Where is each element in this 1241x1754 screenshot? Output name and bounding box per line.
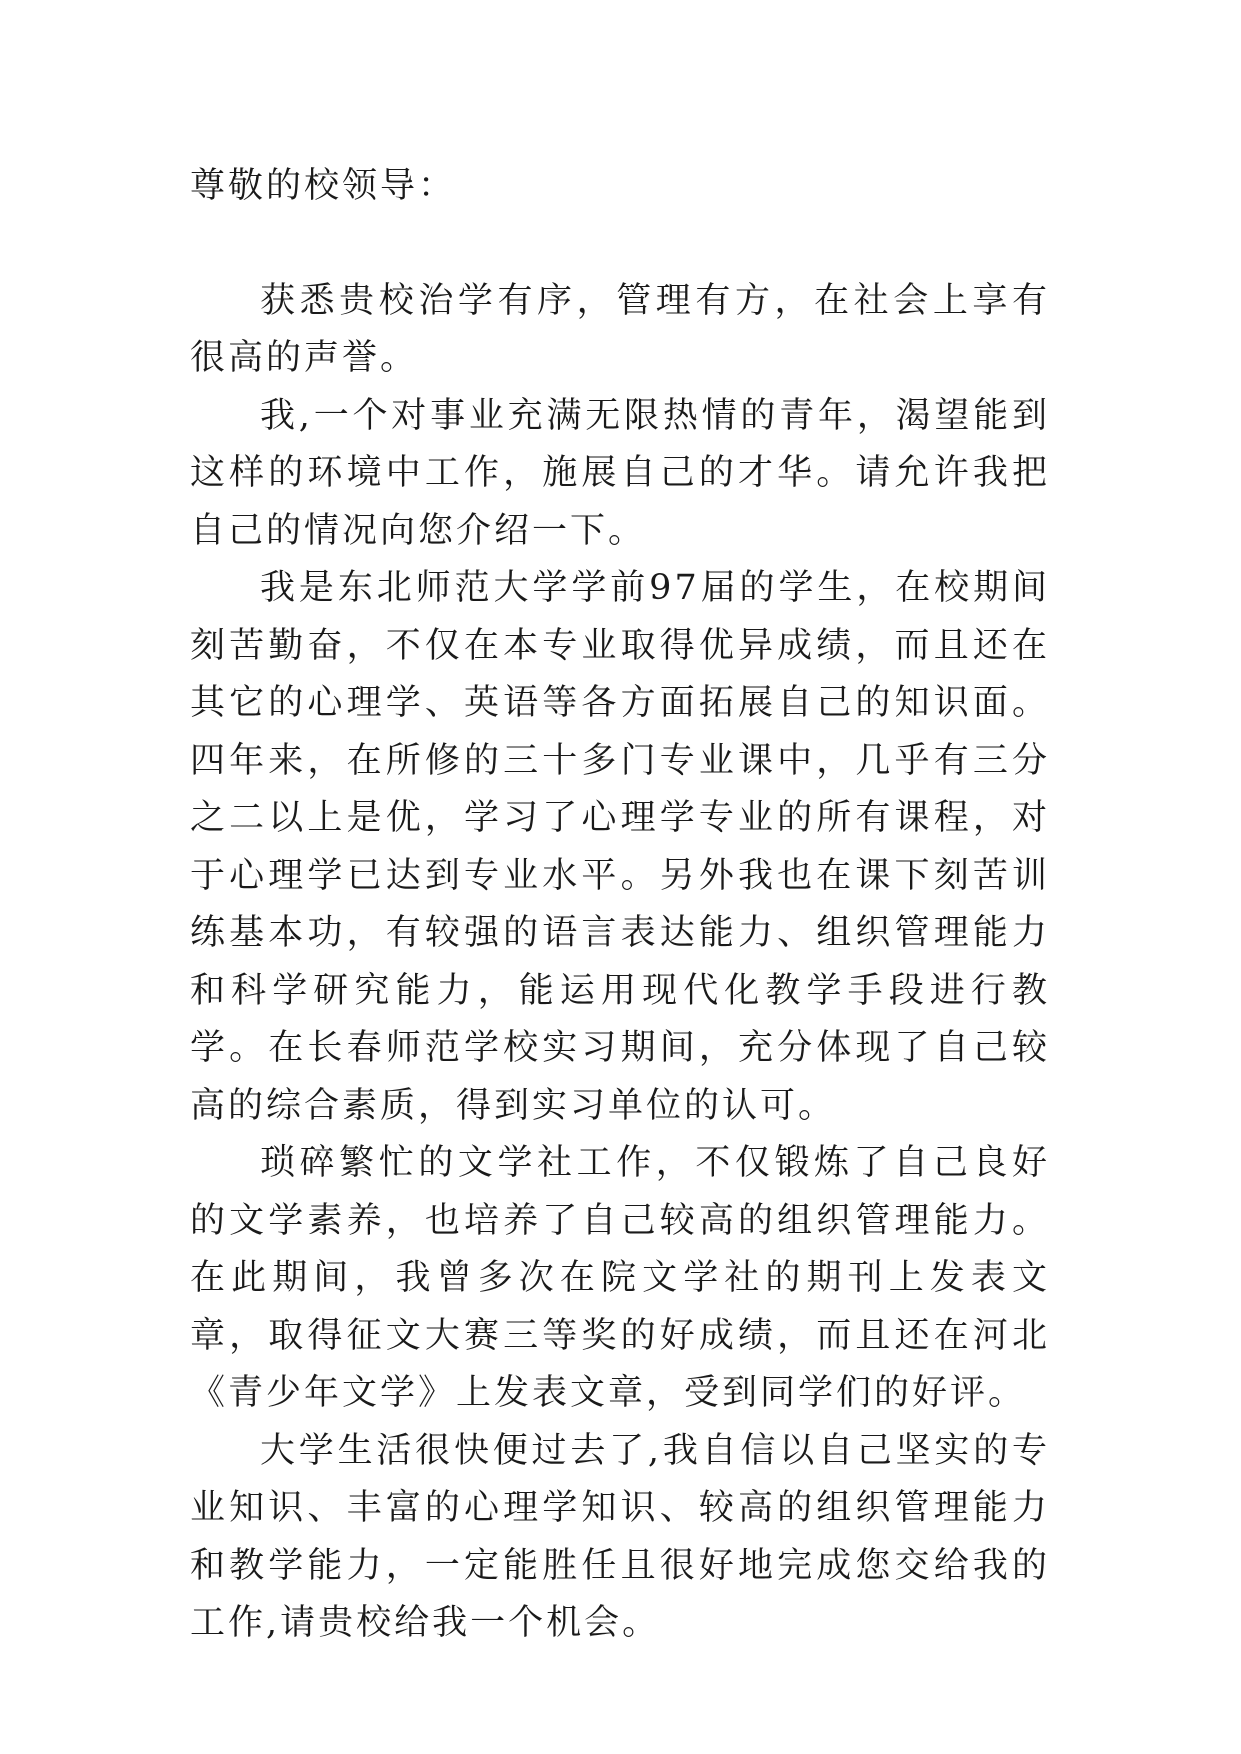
letter-body xyxy=(190,158,1050,1653)
paragraph-literary-club: 琐碎繁忙的文学社工作，不仅锻炼了自己良好的文学素养，也培养了自己较高的组织管理能力。在此期间，我曾多次在院文学社的期刊上发表文章，取得征文大赛三等奖的好成绩，而且还在河北《青少年文学》上发表文章，受到同学们的好评。 xyxy=(190,1143,1050,1413)
salutation: 尊敬的校领导： xyxy=(190,166,457,206)
paragraph-closing: 大学生活很快便过去了,我自信以自己坚实的专业知识、丰富的心理学知识、较高的组织管理能力和教学能力，一定能胜任且很好地完成您交给我的工作,请贵校给我一个机会。 xyxy=(190,1430,1050,1643)
paragraph-education: 我是东北师范大学学前97届的学生，在校期间刻苦勤奋，不仅在本专业取得优异成绩，而且还在其它的心理学、英语等各方面拓展自己的知识面。四年来，在所修的三十多门专业课中，几乎有三分之二以上是优，学习了心理学专业的所有课程，对于心理学已达到专业水平。另外我也在课下刻苦训练基本功，有较强的语言表达能力、组织管理能力和科学研究能力，能运用现代化教学手段进行教学。在长春师范学校实习期间，充分体现了自己较高的综合素质，得到实习单位的认可。 xyxy=(190,568,1050,1126)
paragraph-self-intro: 我,一个对事业充满无限热情的青年，渴望能到这样的环境中工作，施展自己的才华。请允许我把自己的情况向您介绍一下。 xyxy=(190,395,1050,551)
paragraph-intro: 获悉贵校治学有序，管理有方，在社会上享有很高的声誉。 xyxy=(190,280,1050,378)
